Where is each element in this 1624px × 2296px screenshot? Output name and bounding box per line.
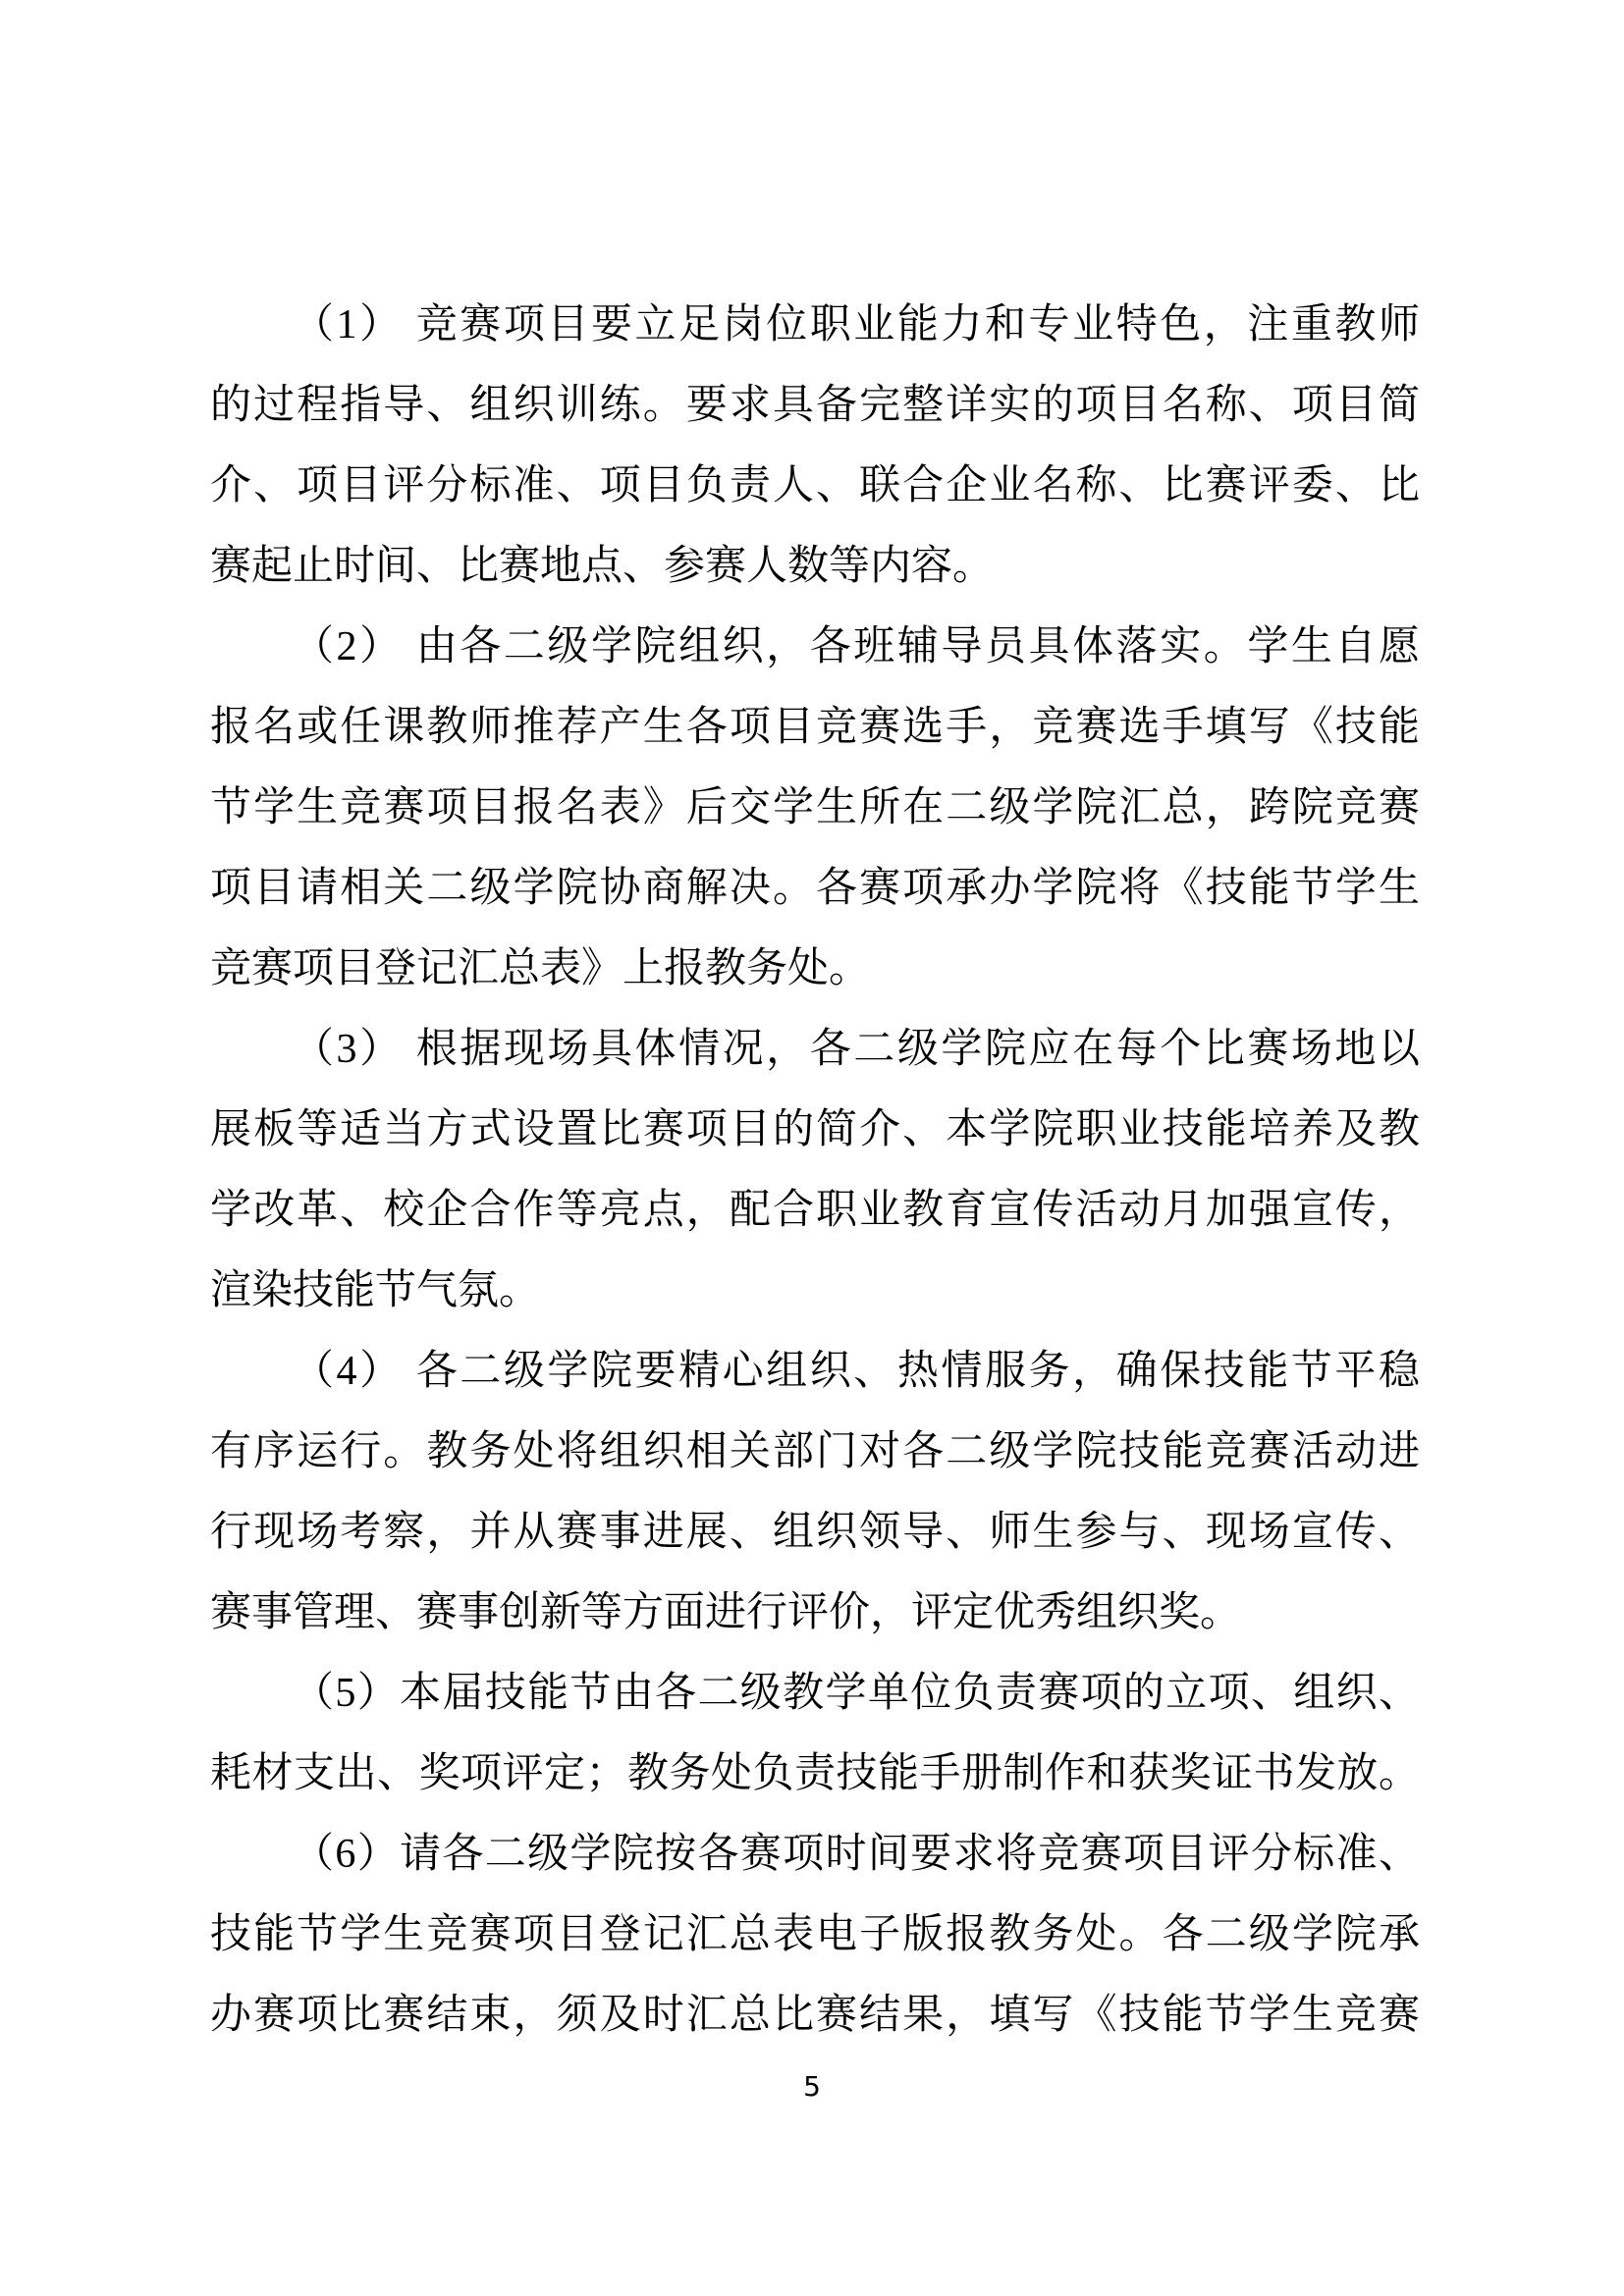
paragraph-line: 行现场考察，并从赛事进展、组织领导、师生参与、现场宣传、 <box>210 1510 1420 1555</box>
paragraph-line: 赛事管理、赛事创新等方面进行评价，评定优秀组织奖。 <box>210 1590 1242 1635</box>
paragraph-line: 技能节学生竞赛项目登记汇总表电子版报教务处。各二级学院承 <box>210 1912 1420 1957</box>
paragraph-line: 办赛项比赛结束，须及时汇总比赛结果，填写《技能节学生竞赛 <box>210 1993 1420 2038</box>
paragraph-line: 有序运行。教务处将组织相关部门对各二级学院技能竞赛活动进 <box>210 1429 1420 1474</box>
paragraph-5 <box>210 1653 1420 1814</box>
paragraph-line: （3） 根据现场具体情况，各二级学院应在每个比赛场地以 <box>293 1027 1420 1072</box>
paragraph-line: 学改革、校企合作等亮点，配合职业教育宣传活动月加强宣传， <box>210 1188 1420 1233</box>
paragraph-1 <box>210 285 1420 607</box>
paragraph-line: 节学生竞赛项目报名表》后交学生所在二级学院汇总，跨院竞赛 <box>210 785 1420 830</box>
paragraph-4 <box>210 1331 1420 1653</box>
paragraph-line: 报名或任课教师推荐产生各项目竞赛选手，竞赛选手填写《技能 <box>210 705 1420 750</box>
paragraph-line: 项目请相关二级学院协商解决。各赛项承办学院将《技能节学生 <box>210 866 1420 911</box>
paragraph-line: 介、项目评分标准、项目负责人、联合企业名称、比赛评委、比 <box>210 463 1420 508</box>
paragraph-line: 耗材支出、奖项评定；教务处负责技能手册制作和获奖证书发放。 <box>210 1751 1420 1796</box>
paragraph-line: 渲染技能节气氛。 <box>210 1268 541 1313</box>
paragraph-line: 展板等适当方式设置比赛项目的简介、本学院职业技能培养及教 <box>210 1107 1420 1152</box>
document-body <box>210 285 1420 2056</box>
paragraph-6 <box>210 1814 1420 2056</box>
page-number: 5 <box>803 2070 821 2103</box>
paragraph-2 <box>210 607 1420 1009</box>
paragraph-line: （2） 由各二级学院组织，各班辅导员具体落实。学生自愿 <box>293 624 1420 669</box>
paragraph-line: （1） 竞赛项目要立足岗位职业能力和专业特色，注重教师 <box>293 302 1420 347</box>
paragraph-line: （4） 各二级学院要精心组织、热情服务，确保技能节平稳 <box>293 1349 1420 1394</box>
paragraph-line: （6）请各二级学院按各赛项时间要求将竞赛项目评分标准、 <box>293 1832 1420 1877</box>
paragraph-line: （5）本届技能节由各二级教学单位负责赛项的立项、组织、 <box>293 1671 1420 1716</box>
paragraph-line: 竞赛项目登记汇总表》上报教务处。 <box>210 946 871 991</box>
paragraph-line: 的过程指导、组织训练。要求具备完整详实的项目名称、项目简 <box>210 383 1420 428</box>
paragraph-line: 赛起止时间、比赛地点、参赛人数等内容。 <box>210 544 995 589</box>
paragraph-3 <box>210 1009 1420 1331</box>
